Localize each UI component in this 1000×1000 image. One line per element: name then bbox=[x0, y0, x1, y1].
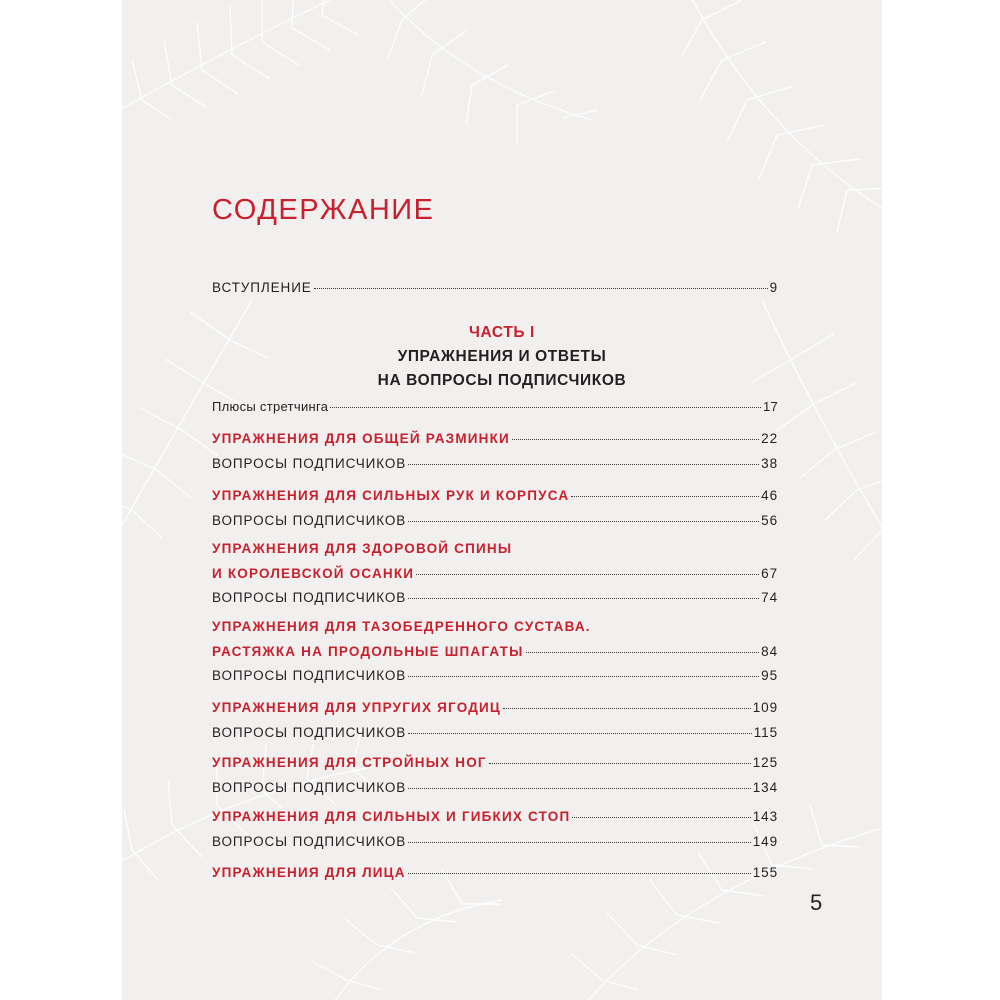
dot-leader bbox=[408, 842, 751, 843]
dot-leader bbox=[408, 733, 752, 734]
toc-entry[interactable] bbox=[212, 779, 778, 797]
toc-entry-page: 46 bbox=[761, 488, 778, 503]
toc-entry-label: ВОПРОСЫ ПОДПИСЧИКОВ bbox=[212, 590, 407, 605]
toc-entry-label: ВСТУПЛЕНИЕ bbox=[212, 280, 312, 295]
dot-leader bbox=[503, 708, 751, 709]
toc-entry-label: УПРАЖНЕНИЯ ДЛЯ УПРУГИХ ЯГОДИЦ bbox=[212, 700, 501, 715]
dot-leader bbox=[572, 817, 750, 818]
dot-leader bbox=[408, 521, 759, 522]
toc-entry-label-line-1: УПРАЖНЕНИЯ ДЛЯ ЗДОРОВОЙ СПИНЫ bbox=[212, 541, 513, 556]
toc-entry-page: 115 bbox=[753, 725, 778, 740]
dot-leader bbox=[314, 288, 768, 289]
book-page bbox=[122, 0, 882, 1000]
toc-entry-label-line-1: УПРАЖНЕНИЯ ДЛЯ ТАЗОБЕДРЕННОГО СУСТАВА. bbox=[212, 619, 591, 634]
toc-entry-page: 22 bbox=[761, 431, 778, 446]
toc-entry-page: 84 bbox=[761, 644, 778, 659]
toc-entry-label: РАСТЯЖКА НА ПРОДОЛЬНЫЕ ШПАГАТЫ bbox=[212, 644, 524, 659]
toc-entry-chapter[interactable] bbox=[212, 487, 778, 505]
toc-entry-label: ВОПРОСЫ ПОДПИСЧИКОВ bbox=[212, 513, 407, 528]
toc-entry-page: 56 bbox=[761, 513, 778, 528]
dot-leader bbox=[330, 407, 761, 408]
toc-entry-page: 67 bbox=[761, 566, 778, 581]
toc-entry[interactable] bbox=[212, 455, 778, 473]
toc-entry-page: 125 bbox=[752, 755, 778, 770]
toc-entry-chapter[interactable] bbox=[212, 643, 778, 661]
toc-entry-page: 155 bbox=[752, 865, 778, 880]
toc-entry-chapter[interactable] bbox=[212, 699, 778, 717]
dot-leader bbox=[408, 873, 751, 874]
toc-entry-chapter[interactable] bbox=[212, 430, 778, 448]
toc-entry-page: 95 bbox=[761, 668, 778, 683]
toc-entry[interactable] bbox=[212, 512, 778, 530]
dot-leader bbox=[408, 788, 751, 789]
toc-entry-label: И КОРОЛЕВСКОЙ ОСАНКИ bbox=[212, 566, 415, 581]
toc-entry-chapter[interactable] bbox=[212, 808, 778, 826]
toc-entry-page: 9 bbox=[769, 280, 778, 295]
dot-leader bbox=[512, 439, 759, 440]
toc-entry-page: 109 bbox=[752, 700, 778, 715]
dot-leader bbox=[408, 676, 759, 677]
toc-entry-label: ВОПРОСЫ ПОДПИСЧИКОВ bbox=[212, 456, 407, 471]
toc-entry[interactable] bbox=[212, 589, 778, 607]
toc-entry-label: УПРАЖНЕНИЯ ДЛЯ СИЛЬНЫХ И ГИБКИХ СТОП bbox=[212, 809, 571, 824]
toc-entry[interactable] bbox=[212, 398, 778, 416]
dot-leader bbox=[408, 598, 759, 599]
toc-entry[interactable] bbox=[212, 833, 778, 851]
toc-entry-label: Плюсы стретчинга bbox=[212, 399, 329, 414]
toc-entry-page: 74 bbox=[761, 590, 778, 605]
dot-leader bbox=[526, 652, 760, 653]
toc-entry-page: 17 bbox=[762, 399, 778, 414]
toc-entry-page: 149 bbox=[752, 834, 778, 849]
dot-leader bbox=[416, 574, 759, 575]
toc-entry-page: 143 bbox=[752, 809, 778, 824]
toc-entry-chapter[interactable] bbox=[212, 864, 778, 882]
dot-leader bbox=[489, 763, 751, 764]
page-number: 5 bbox=[810, 890, 823, 915]
toc-entry-label: ВОПРОСЫ ПОДПИСЧИКОВ bbox=[212, 780, 407, 795]
toc-entry-chapter[interactable] bbox=[212, 565, 778, 583]
dot-leader bbox=[571, 496, 759, 497]
toc-entry-label: ВОПРОСЫ ПОДПИСЧИКОВ bbox=[212, 725, 407, 740]
toc-entry-label: УПРАЖНЕНИЯ ДЛЯ ОБЩЕЙ РАЗМИНКИ bbox=[212, 431, 510, 446]
toc-content bbox=[122, 0, 882, 1000]
toc-entry[interactable] bbox=[212, 724, 778, 742]
toc-entry-page: 134 bbox=[752, 780, 778, 795]
dot-leader bbox=[408, 464, 759, 465]
toc-entry-chapter[interactable] bbox=[212, 754, 778, 772]
toc-entry-label: ВОПРОСЫ ПОДПИСЧИКОВ bbox=[212, 668, 407, 683]
part-title-line-2: НА ВОПРОСЫ ПОДПИСЧИКОВ bbox=[377, 372, 627, 389]
toc-entry-label: ВОПРОСЫ ПОДПИСЧИКОВ bbox=[212, 834, 407, 849]
toc-entry-label: УПРАЖНЕНИЯ ДЛЯ ЛИЦА bbox=[212, 865, 406, 880]
toc-title: СОДЕРЖАНИЕ bbox=[212, 194, 435, 226]
toc-entry-label: УПРАЖНЕНИЯ ДЛЯ СИЛЬНЫХ РУК И КОРПУСА bbox=[212, 488, 570, 503]
part-title-line-1: УПРАЖНЕНИЯ И ОТВЕТЫ bbox=[397, 348, 607, 365]
toc-entry-label: УПРАЖНЕНИЯ ДЛЯ СТРОЙНЫХ НОГ bbox=[212, 755, 487, 770]
part-number: ЧАСТЬ I bbox=[469, 324, 535, 341]
toc-entry-intro[interactable] bbox=[212, 279, 778, 297]
toc-entry-page: 38 bbox=[761, 456, 778, 471]
toc-entry[interactable] bbox=[212, 667, 778, 685]
